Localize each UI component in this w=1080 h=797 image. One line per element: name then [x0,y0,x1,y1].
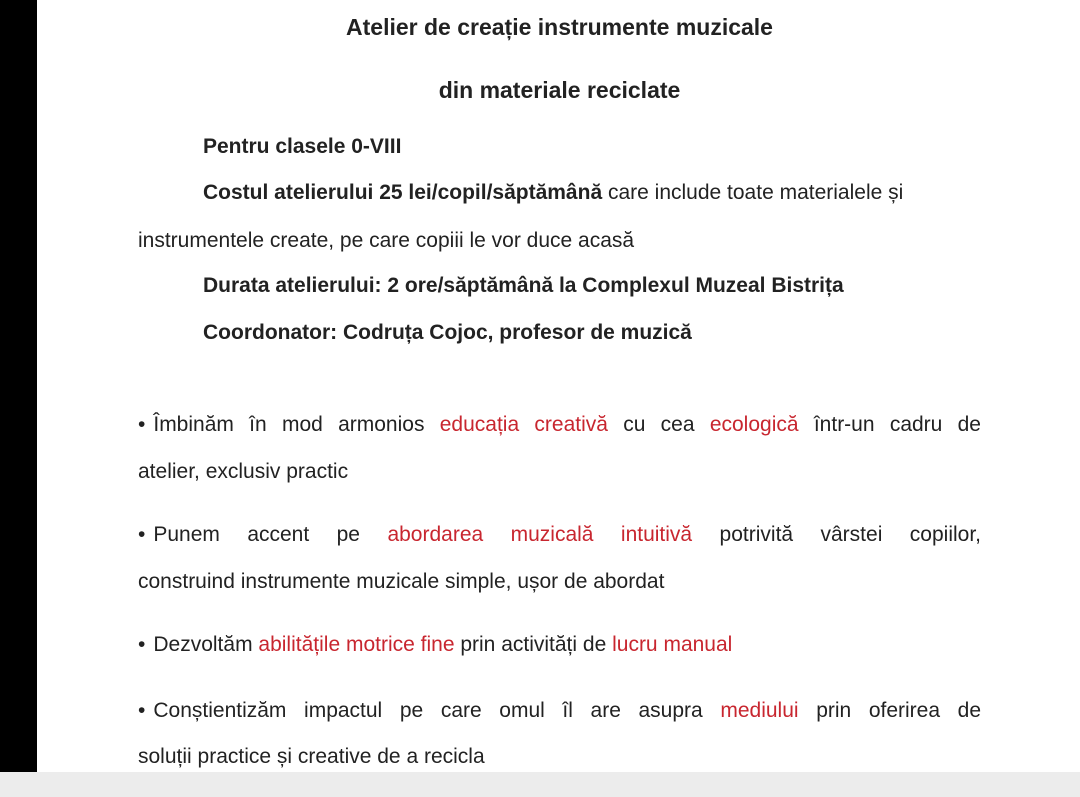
bullet-text: cu cea [623,413,695,436]
bullet-2-line-1 [138,522,981,548]
coordinator-line: Coordonator: Codruța Cojoc, profesor de muzică [203,321,692,344]
bullet-4-line-1 [138,698,981,724]
highlight-text: lucru manual [612,633,733,656]
duration-line: Durata atelierului: 2 ore/săptămână la Complexul Muzeal Bistrița [203,274,844,297]
classes-line: Pentru clasele 0-VIII [203,135,402,158]
bullet-text: Punem accent pe [153,523,360,546]
bullet-text: potrivită vârstei copiilor, [719,523,981,546]
cost-continuation: instrumentele create, pe care copiii le vor duce acasă [138,229,635,252]
bullet-dot-icon: • [138,413,146,436]
cost-bold-text: Costul atelierului 25 lei/copil/săptămână [203,181,603,204]
left-black-bar [0,0,37,772]
bullet-text: Conștientizăm impactul pe care omul îl are asupra [153,699,703,722]
bullet-text: Îmbinăm în mod armonios [153,413,425,436]
bullet-3-line-1 [138,632,732,658]
cost-rest-text: care include toate materialele și [607,181,904,204]
bullet-dot-icon: • [138,633,146,656]
highlight-text: educația creativă [439,413,608,436]
cost-line [203,180,903,206]
bullet-text: Dezvoltăm [153,633,253,656]
bullet-1-line-1 [138,412,981,438]
bullet-2-line-2: construind instrumente muzicale simple, ușor de abordat [138,570,665,593]
highlight-text: abilitățile motrice fine [258,633,455,656]
bullet-4-line-2: soluții practice și creative de a recicla [138,745,485,768]
highlight-text: abordarea muzicală intuitivă [387,523,693,546]
bullet-1-line-2: atelier, exclusiv practic [138,460,349,483]
bottom-gray-strip [0,772,1080,797]
bullet-text: prin oferirea de [816,699,981,722]
bullet-text: într-un cadru de [813,413,981,436]
bullet-text: prin activități de [460,633,607,656]
bullet-dot-icon: • [138,699,146,722]
title-line-1: Atelier de creație instrumente muzicale [346,14,773,40]
bullet-dot-icon: • [138,523,146,546]
title-line-2: din materiale reciclate [438,77,681,103]
document-page [37,0,1080,772]
highlight-text: ecologică [709,413,799,436]
highlight-text: mediului [720,699,799,722]
